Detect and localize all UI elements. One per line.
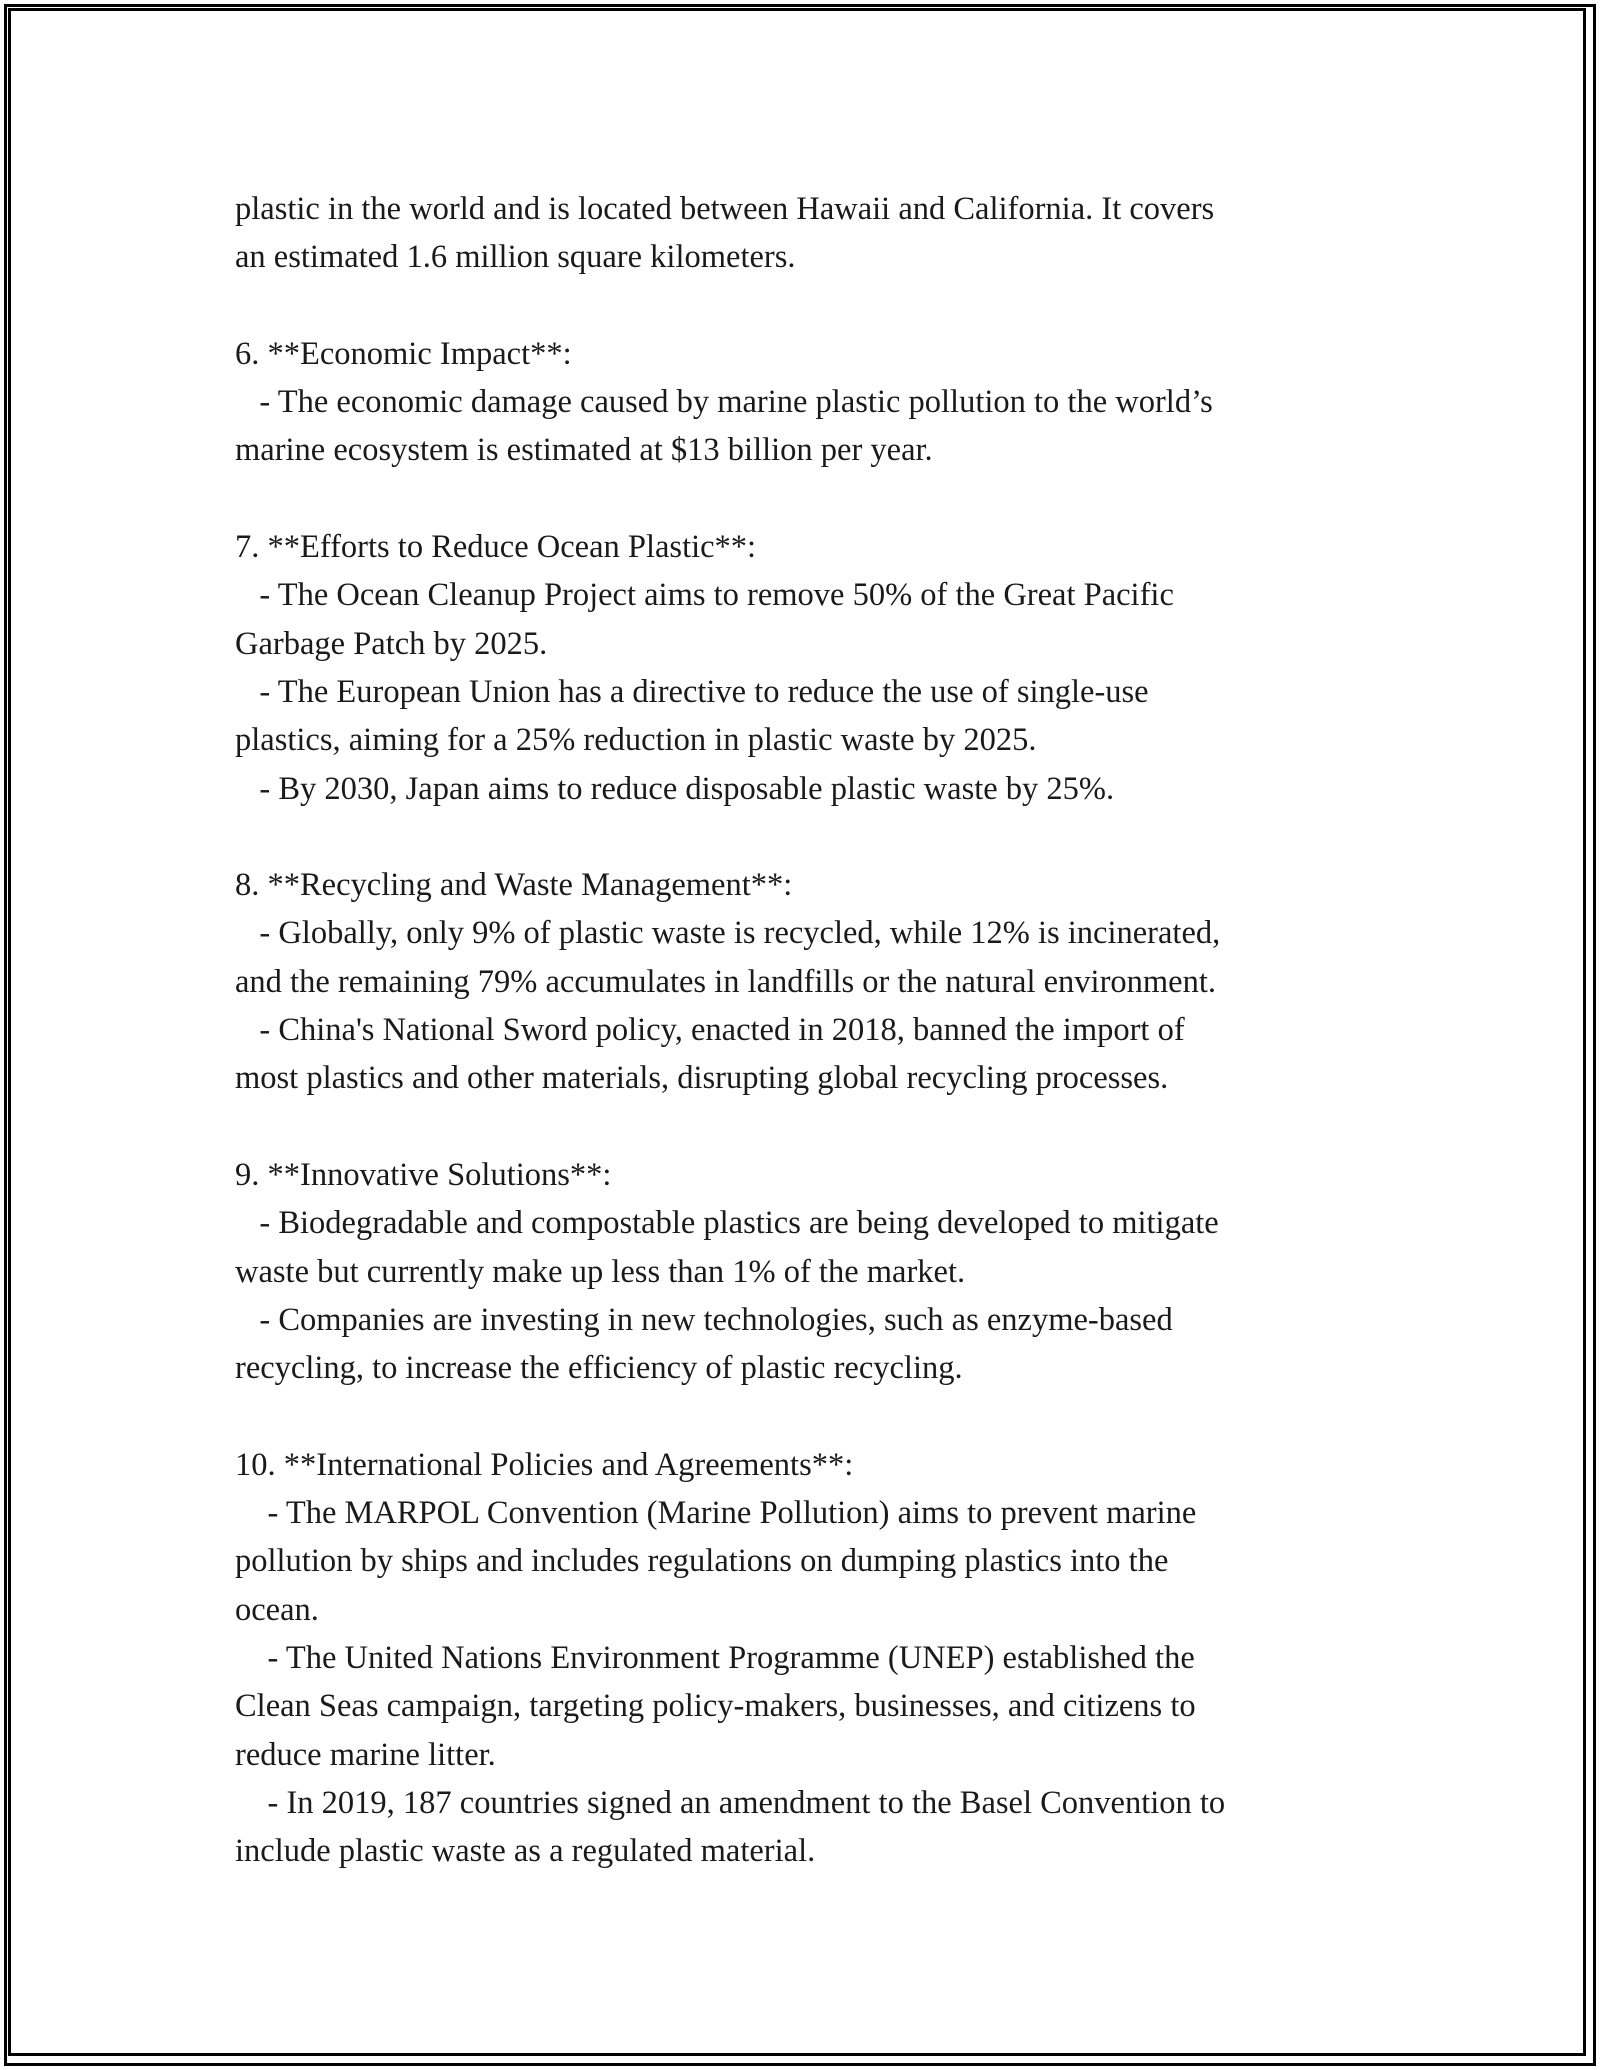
section-heading: 10. **International Policies and Agreements**: [235, 1446, 854, 1483]
intro-paragraph [235, 185, 1395, 282]
document-body [235, 185, 1395, 1875]
section-line: - By 2030, Japan aims to reduce disposable plastic waste by 25%. [235, 770, 1115, 807]
section-line: reduce marine litter. [235, 1736, 496, 1773]
paragraph-gap [235, 813, 1395, 861]
section-line: - Globally, only 9% of plastic waste is recycled, while 12% is incinerated, [235, 915, 1221, 952]
section-line: Clean Seas campaign, targeting policy-makers, businesses, and citizens to [235, 1688, 1196, 1725]
section-innovative-solutions [235, 1151, 1395, 1392]
paragraph-gap [235, 1103, 1395, 1151]
section-line: - China's National Sword policy, enacted in 2018, banned the import of [235, 1012, 1185, 1049]
section-heading: 9. **Innovative Solutions**: [235, 1156, 612, 1193]
section-recycling-waste-management [235, 861, 1395, 1102]
section-economic-impact [235, 330, 1395, 475]
section-line: waste but currently make up less than 1% of the market. [235, 1253, 966, 1290]
section-efforts-reduce-ocean-plastic [235, 523, 1395, 813]
section-line: recycling, to increase the efficiency of plastic recycling. [235, 1350, 963, 1387]
section-line: include plastic waste as a regulated material. [235, 1833, 816, 1870]
section-heading: 6. **Economic Impact**: [235, 335, 572, 372]
section-line: - The European Union has a directive to reduce the use of single-use [235, 673, 1149, 710]
intro-line: an estimated 1.6 million square kilometers. [235, 239, 796, 276]
section-international-policies [235, 1441, 1395, 1876]
section-line: - Companies are investing in new technologies, such as enzyme-based [235, 1301, 1173, 1338]
section-line: plastics, aiming for a 25% reduction in plastic waste by 2025. [235, 722, 1037, 759]
paragraph-gap [235, 1392, 1395, 1440]
section-line: marine ecosystem is estimated at $13 billion per year. [235, 432, 933, 469]
section-heading: 7. **Efforts to Reduce Ocean Plastic**: [235, 529, 757, 566]
section-line: pollution by ships and includes regulations on dumping plastics into the [235, 1543, 1169, 1580]
section-line: - In 2019, 187 countries signed an amendment to the Basel Convention to [235, 1784, 1226, 1821]
section-line: - The MARPOL Convention (Marine Pollution) aims to prevent marine [235, 1495, 1197, 1532]
paragraph-gap [235, 475, 1395, 523]
section-line: - Biodegradable and compostable plastics are being developed to mitigate [235, 1205, 1219, 1242]
section-line: - The United Nations Environment Programme (UNEP) established the [235, 1639, 1195, 1676]
section-line: ocean. [235, 1591, 319, 1628]
intro-line: plastic in the world and is located between Hawaii and California. It covers [235, 191, 1215, 227]
section-line: and the remaining 79% accumulates in landfills or the natural environment. [235, 963, 1217, 1000]
section-line: most plastics and other materials, disrupting global recycling processes. [235, 1060, 1169, 1097]
section-heading: 8. **Recycling and Waste Management**: [235, 867, 793, 904]
paragraph-gap [235, 282, 1395, 330]
section-line: - The Ocean Cleanup Project aims to remove 50% of the Great Pacific [235, 577, 1174, 614]
section-line: - The economic damage caused by marine plastic pollution to the world’s [235, 384, 1213, 421]
section-line: Garbage Patch by 2025. [235, 625, 548, 662]
